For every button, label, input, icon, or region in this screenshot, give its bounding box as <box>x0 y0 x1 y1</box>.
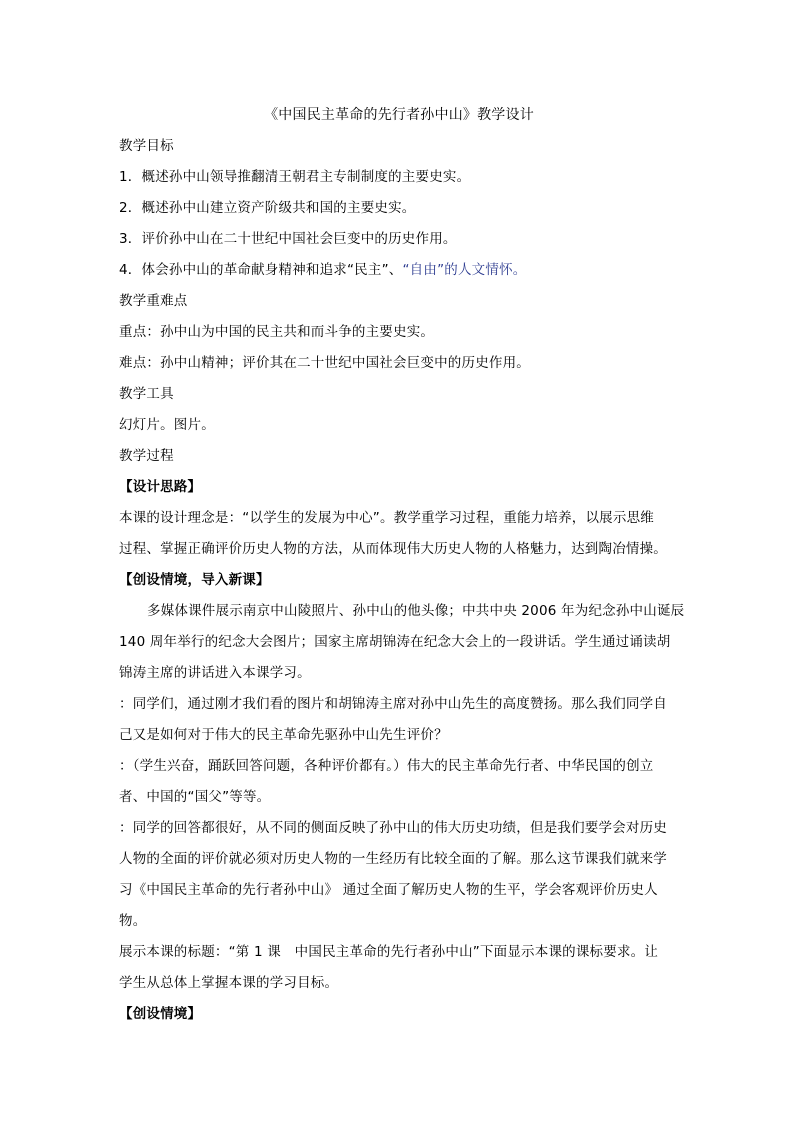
goal-3: 3．评价孙中山在二十世纪中国社会巨变中的历史作用。 <box>119 231 457 247</box>
goal-4 <box>119 255 679 286</box>
keypoints-heading: 教学重难点 <box>119 293 188 309</box>
scene-heading: 【创设情境】 <box>119 1006 202 1022</box>
talk-3-line-3: 习《中国民主革命的先行者孙中山》 通过全面了解历史人物的生平，学会客观评价历史人 <box>119 882 658 898</box>
tools-heading: 教学工具 <box>119 386 174 402</box>
difficulty: 难点：孙中山精神；评价其在二十世纪中国社会巨变中的历史作用。 <box>119 355 530 371</box>
process-heading: 教学过程 <box>119 448 174 464</box>
intro-line-1: 多媒体课件展示南京中山陵照片、孙中山的他头像；中共中央 2006 年为纪念孙中山诞辰 <box>147 603 685 619</box>
goal-1: 1．概述孙中山领导推翻清王朝君主专制制度的主要史实。 <box>119 169 471 185</box>
talk-3-line-2: 人物的全面的评价就必须对历史人物的一生经历有比较全面的了解。那么这节课我们就来学 <box>119 851 667 867</box>
design-line-1: 本课的设计理念是：“以学生的发展为中心”。教学重学习过程，重能力培养，以展示思维 <box>119 510 654 526</box>
design-line-2: 过程、掌握正确评价历史人物的方法，从而体现伟大历史人物的人格魅力，达到陶冶情操。 <box>119 541 667 557</box>
show-line-1: 展示本课的标题：“第 1 课 中国民主革命的先行者孙中山”下面显示本课的课标要求。让 <box>119 944 659 960</box>
goal-4-highlight: “自由”的人文情怀。 <box>402 262 527 278</box>
talk-1-line-2: 己又是如何对于伟大的民主革命先驱孙中山先生评价？ <box>119 727 448 743</box>
talk-1-line-1: ：同学们，通过刚才我们看的图片和胡锦涛主席对孙中山先生的高度赞扬。那么我们同学自 <box>119 696 667 712</box>
design-heading: 【设计思路】 <box>119 479 202 495</box>
talk-3-line-4: 物。 <box>119 913 147 929</box>
document-page <box>119 100 685 1030</box>
intro-line-3: 锦涛主席的讲话进入本课学习。 <box>119 665 311 681</box>
intro-heading: 【创设情境，导入新课】 <box>119 572 270 588</box>
tools: 幻灯片。图片。 <box>119 417 215 433</box>
goal-4-text: 4．体会孙中山的革命献身精神和追求“民主”、 <box>119 262 403 278</box>
talk-3-line-1: ：同学的回答都很好，从不同的侧面反映了孙中山的伟大历史功绩，但是我们要学会对历史 <box>119 820 667 836</box>
talk-2-line-2: 者、中国的“国父”等等。 <box>119 789 271 805</box>
goal-2: 2．概述孙中山建立资产阶级共和国的主要史实。 <box>119 200 416 216</box>
page-title: 《中国民主革命的先行者孙中山》教学设计 <box>264 107 534 123</box>
keypoint: 重点：孙中山为中国的民主共和而斗争的主要史实。 <box>119 324 435 340</box>
goals-heading: 教学目标 <box>119 138 174 154</box>
show-line-2: 学生从总体上掌握本课的学习目标。 <box>119 975 339 991</box>
talk-2-line-1: ：（学生兴奋，踊跃回答问题，各种评价都有。）伟大的民主革命先行者、中华民国的创立 <box>119 758 654 774</box>
intro-line-2: 140 周年举行的纪念大会图片；国家主席胡锦涛在纪念大会上的一段讲话。学生通过诵读胡 <box>119 634 671 650</box>
